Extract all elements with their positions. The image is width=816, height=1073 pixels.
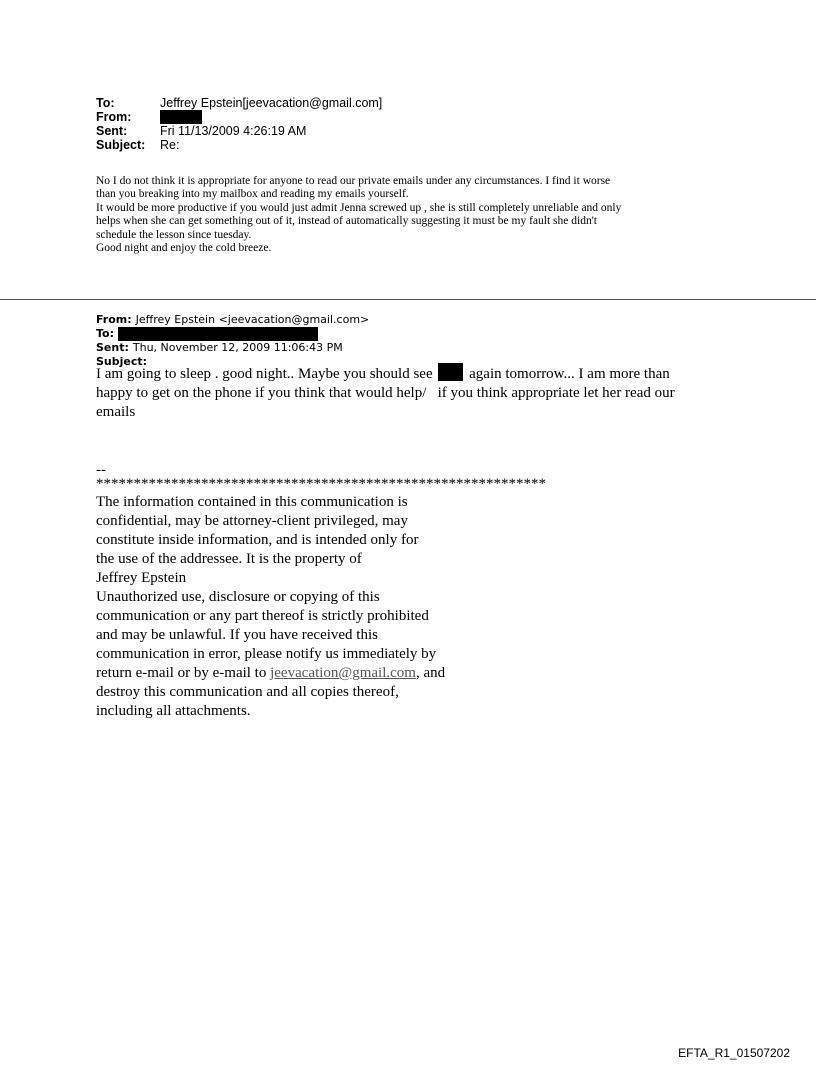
email1-body-line: helps when she can get something out of it, instead of automatically suggesting it must be my fault she didn't (96, 215, 597, 228)
email1-from-redaction (160, 110, 202, 124)
disclaimer-line: The information contained in this communication is (96, 494, 408, 510)
email2-to-label: To: (96, 327, 114, 340)
disclaimer-line: Unauthorized use, disclosure or copying of this (96, 589, 380, 605)
disclaimer-line: confidential, may be attorney-client privileged, may (96, 513, 408, 529)
email2-body-line: emails (96, 404, 136, 420)
document-id: EFTA_R1_01507202 (678, 1046, 790, 1060)
disclaimer-line: and may be unlawful. If you have received this (96, 627, 378, 643)
email2-body-line: happy to get on the phone if you think that would help/ if you think appropriate let her read our (96, 385, 675, 401)
disclaimer-line: communication or any part thereof is strictly prohibited (96, 608, 429, 624)
email2-body (96, 363, 736, 422)
email2-sent-label: Sent: (96, 341, 129, 354)
signature-stars: ************************************************************ (96, 477, 546, 492)
email1-sent-value: Fri 11/13/2009 4:26:19 AM (160, 124, 307, 138)
email1-body-line: It would be more productive if you would just admit Jenna screwed up , she is still completely unreliable and only (96, 201, 622, 214)
disclaimer-line: Jeffrey Epstein (96, 570, 187, 586)
email2-body-redaction (438, 363, 463, 381)
disclaimer-line: constitute inside information, and is intended only for (96, 532, 419, 548)
email1-body-line: Good night and enjoy the cold breeze. (96, 242, 272, 255)
email1-header (96, 96, 382, 152)
email1-to-value: Jeffrey Epstein[jeevacation@gmail.com] (160, 96, 383, 110)
email2-sent-value: Thu, November 12, 2009 11:06:43 PM (132, 341, 343, 354)
email1-sent-label: Sent: (96, 124, 128, 138)
disclaimer-return-line (96, 664, 596, 683)
email2-body-line (96, 363, 736, 384)
email2-body-text: again tomorrow... I am more than (469, 366, 670, 382)
email2-body-text: I am going to sleep . good night.. Maybe you should see (96, 366, 433, 382)
email2-header (96, 313, 369, 369)
disclaimer-line: the use of the addressee. It is the property of (96, 551, 362, 567)
email1-to-label: To: (96, 96, 115, 110)
email2-to-redaction (118, 327, 318, 341)
email1-to-row (96, 96, 382, 110)
disclaimer-return-prefix: return e-mail or by e-mail to (96, 665, 267, 681)
email2-from-label: From: (96, 313, 132, 326)
disclaimer-line: destroy this communication and all copies thereof, (96, 684, 399, 700)
signature-block (96, 463, 596, 721)
signature-dash: -- (96, 462, 106, 478)
disclaimer-line: communication in error, please notify us immediately by (96, 646, 437, 662)
email2-from-row (96, 313, 369, 327)
email1-body-line: schedule the lesson since tuesday. (96, 228, 252, 241)
email1-from-row (96, 110, 382, 124)
email-divider (0, 299, 816, 300)
email1-from-label: From: (96, 110, 132, 124)
email2-subject-label: Subject: (96, 355, 148, 368)
email1-subject-row (96, 138, 382, 152)
email1-subject-value: Re: (160, 138, 180, 152)
email1-body (96, 175, 736, 255)
disclaimer-return-suffix: , and (415, 665, 446, 681)
email1-body-line: No I do not think it is appropriate for anyone to read our private emails under any circumstances. I find it worse (96, 175, 611, 187)
email1-subject-label: Subject: (96, 138, 146, 152)
email2-from-value: Jeffrey Epstein <jeevacation@gmail.com> (135, 313, 370, 326)
email-link[interactable]: jeevacation@gmail.com (270, 665, 416, 681)
email2-sent-row (96, 341, 369, 355)
email1-sent-row (96, 124, 382, 138)
email2-to-row (96, 327, 369, 341)
email1-body-line: than you breaking into my mailbox and reading my emails yourself. (96, 188, 409, 201)
disclaimer-line: including all attachments. (96, 703, 251, 719)
